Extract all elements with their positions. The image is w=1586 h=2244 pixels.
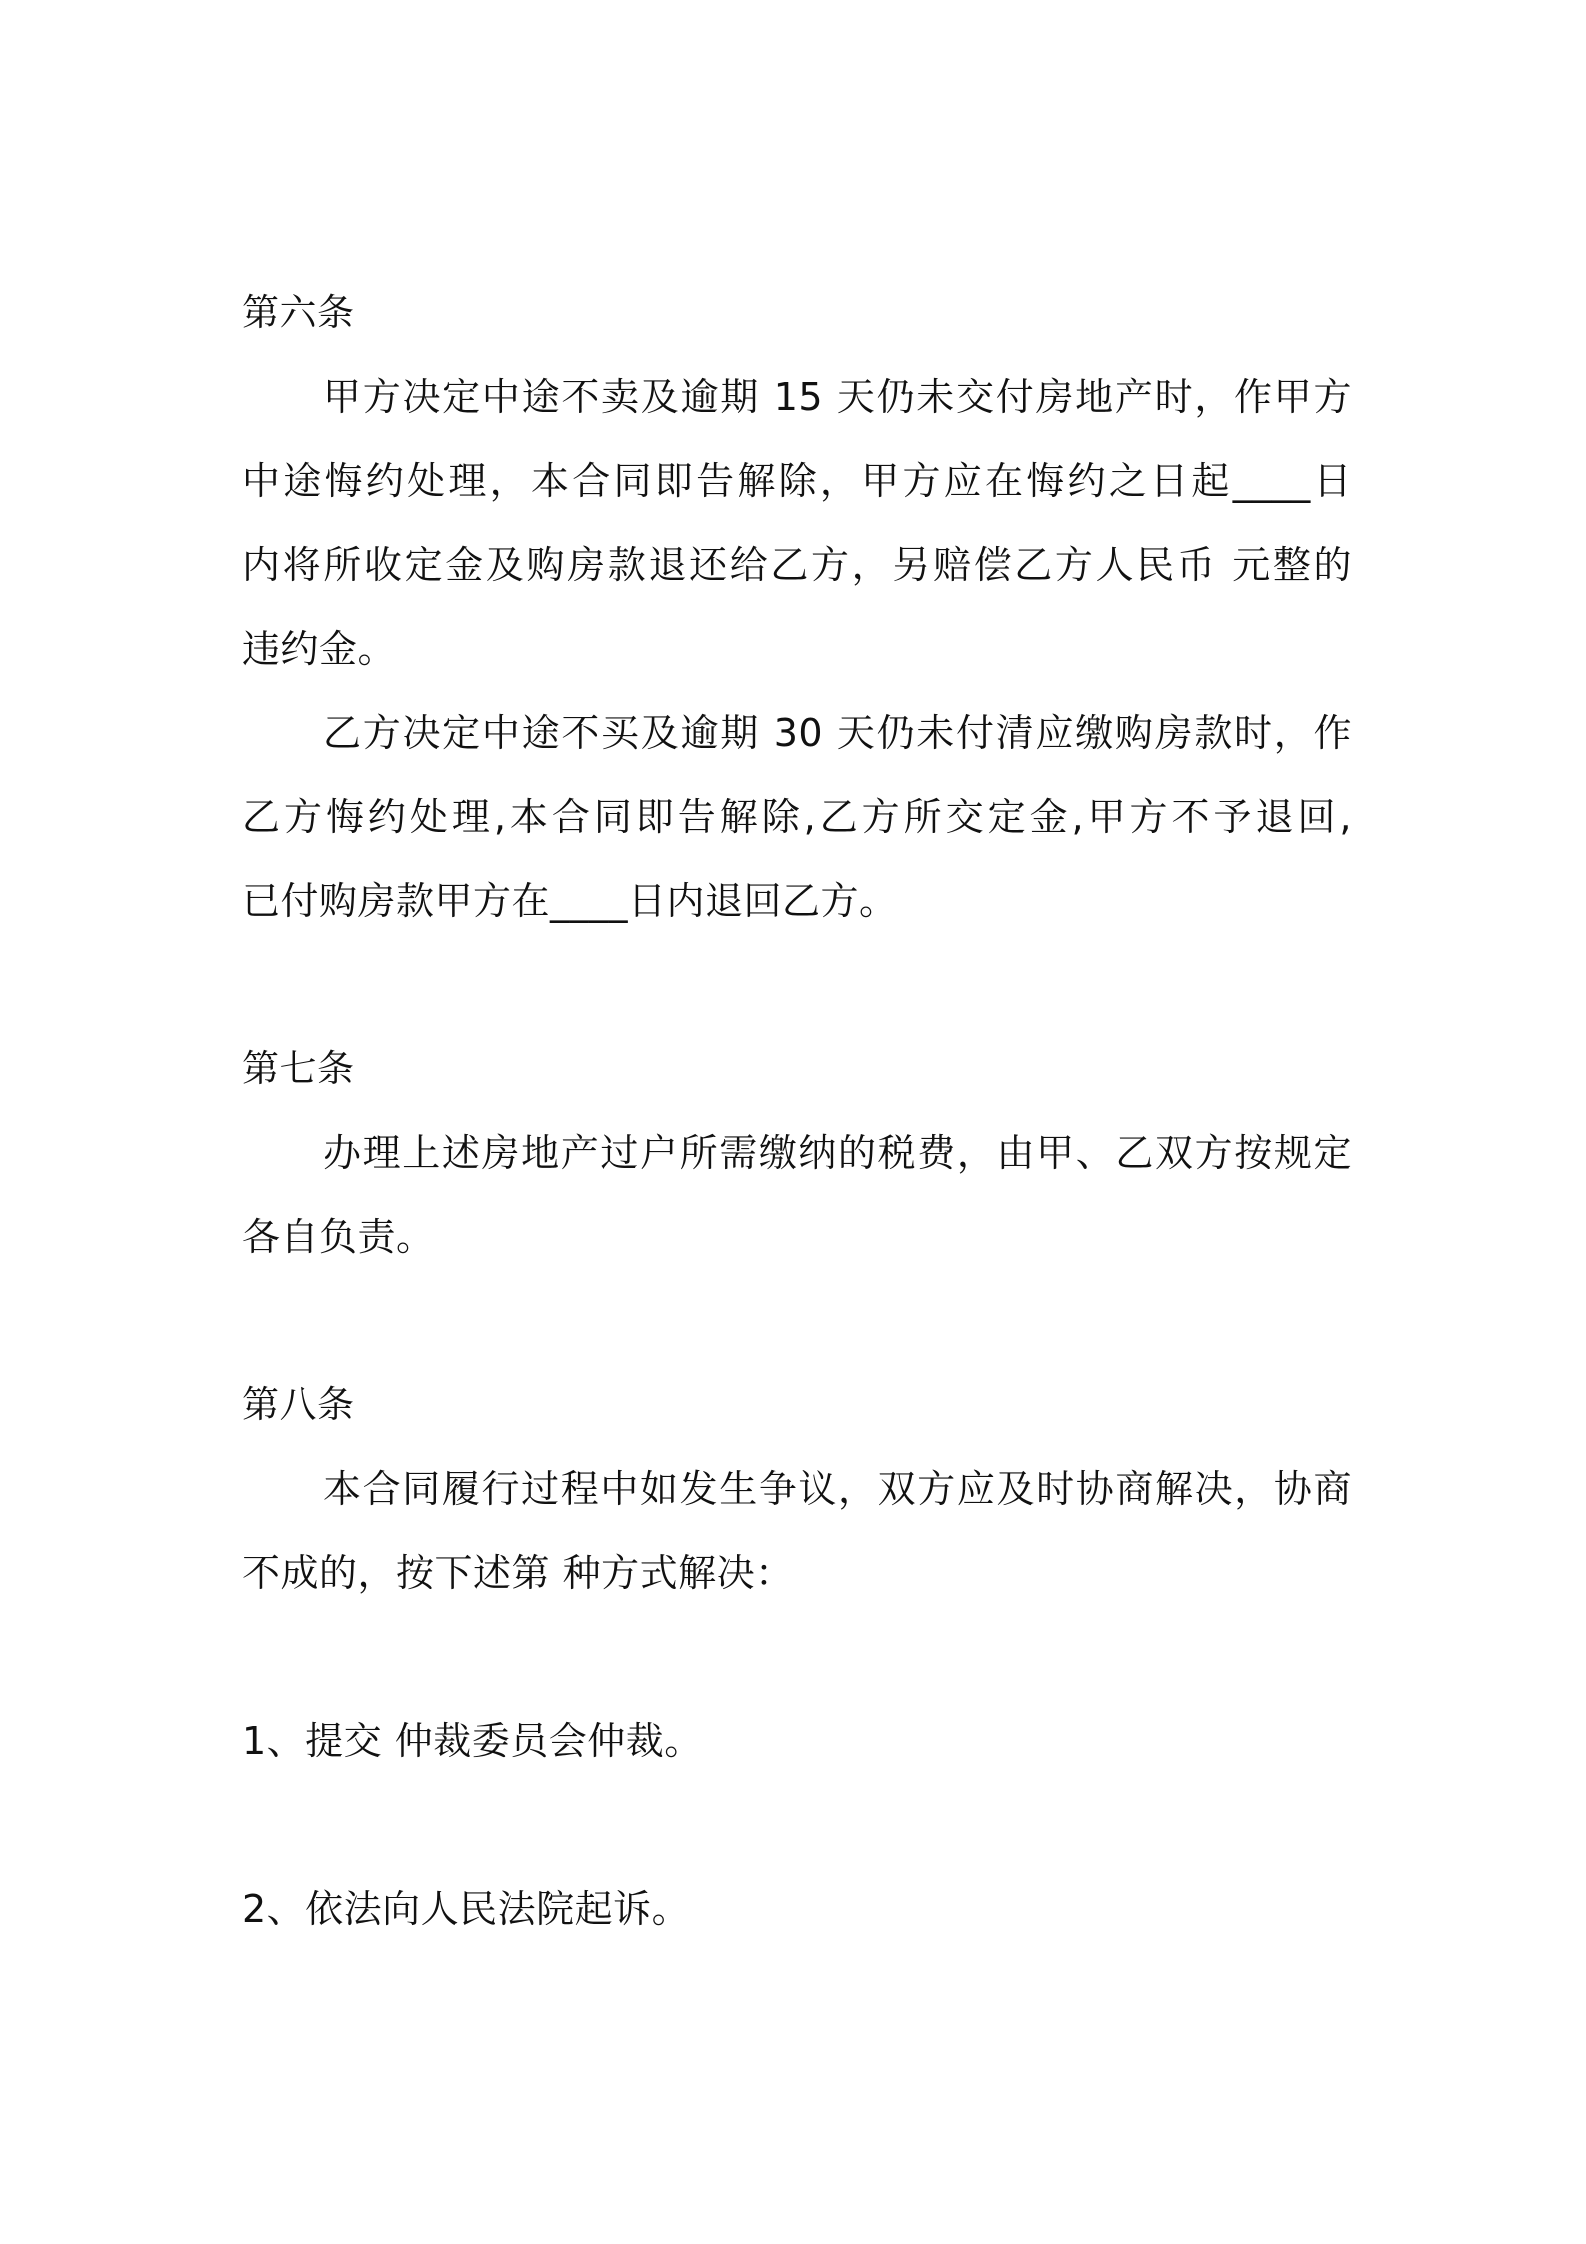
article-6-paragraph-1-line-3: 内将所收定金及购房款退还给乙方，另赔偿乙方人民币 元整的 (242, 543, 1352, 587)
article-6-paragraph-2-line-1: 乙方决定中途不买及逾期 30 天仍未付清应缴购房款时，作 (323, 711, 1352, 755)
article-6-heading: 第六条 (242, 291, 355, 334)
article-8-paragraph-line-2: 不成的，按下述第 种方式解决： (242, 1551, 794, 1595)
article-7-paragraph-line-2: 各自负责。 (242, 1215, 435, 1259)
article-6-paragraph-1-line-4: 违约金。 (242, 627, 397, 671)
article-6-paragraph-1-line-2: 中途悔约处理，本合同即告解除，甲方应在悔约之日起____日 (242, 459, 1352, 503)
article-8-option-2: 2、依法向人民法院起诉。 (242, 1887, 691, 1931)
article-8-paragraph-line-1: 本合同履行过程中如发生争议，双方应及时协商解决，协商 (323, 1467, 1352, 1511)
article-6-paragraph-1-line-1: 甲方决定中途不卖及逾期 15 天仍未交付房地产时，作甲方 (323, 375, 1352, 419)
article-6-paragraph-2-line-3: 已付购房款甲方在____日内退回乙方。 (242, 879, 898, 923)
article-8-option-1: 1、提交 仲裁委员会仲裁。 (242, 1719, 703, 1763)
article-7-heading: 第七条 (242, 1047, 355, 1090)
article-7-paragraph-line-1: 办理上述房地产过户所需缴纳的税费，由甲、乙双方按规定 (323, 1131, 1352, 1175)
article-6-paragraph-2-line-2: 乙方悔约处理,本合同即告解除,乙方所交定金,甲方不予退回, (242, 795, 1352, 839)
article-8-heading: 第八条 (242, 1383, 355, 1426)
